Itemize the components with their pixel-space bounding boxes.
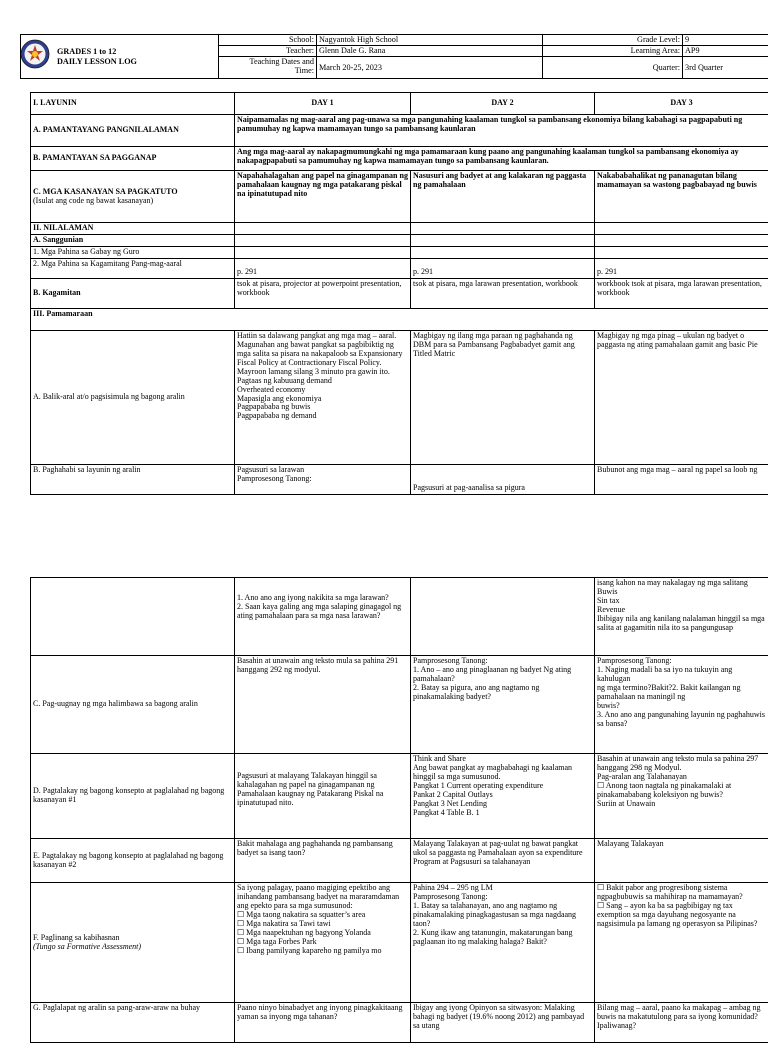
- paglinang-label: [31, 883, 235, 1003]
- pagtalakay-1-day2-line: Pangkat 4 Table B. 1: [413, 809, 592, 818]
- pagtalakay-1-day3-line: ☐ Anong taon nagtala ng pinakamalaki at pinakamababang koleksiyon ng buwis?: [597, 782, 766, 800]
- paghahabi-cont-day1: [235, 578, 411, 656]
- paghahabi-cont-label: [31, 578, 235, 656]
- gabay-guro-day3: [595, 246, 768, 258]
- paglinang-day3: [595, 883, 768, 1003]
- dll-title: [21, 35, 219, 79]
- paglinang-day2-line: Pahina 294 – 295 ng LM: [413, 884, 592, 893]
- day1-header: DAY 1: [235, 93, 411, 115]
- salita-line: Buwis: [597, 588, 766, 597]
- nilalaman-day2: [411, 223, 595, 235]
- paglalapat-day1: Paano ninyo binabadyet ang inyong pinagkakitaang yaman sa inyong mga tahanan?: [235, 1003, 411, 1043]
- balik-aral-day1-line: Pagtaas ng kabuuang demand: [237, 377, 408, 386]
- gabay-guro-day1: [235, 246, 411, 258]
- kagamitang-pahina-day1: p. 291: [235, 258, 411, 278]
- pag-uugnay-day3-line: sa bansa?: [597, 720, 766, 729]
- kagamitang-pahina-day3: p. 291: [595, 258, 768, 278]
- pagtalakay-1-day2: [411, 754, 595, 839]
- salita-line: isang kahon na may nakalagay ng mga salitang: [597, 579, 766, 588]
- kagamitang-pahina-day2: p. 291: [411, 258, 595, 278]
- quarter-value: 3rd Quarter: [683, 57, 768, 79]
- pamantayan-sa-pagganap-text: Ang mga mag-aaral ay nakapagmumungkahi ng mga pamamaraan kung paano ang pangunahing kaalaman tungkol sa pambansang ekonomiya ay nakapagpapabuti sa pamumuhay ng kapwa mamamayan tungo sa pambansang kaunlaran.: [235, 147, 768, 171]
- nilalaman-day1: [235, 223, 411, 235]
- kagamitan-day3: workbook tsok at pisara, mga larawan presentation, workbook: [595, 278, 768, 308]
- day3-header: DAY 3: [595, 93, 768, 115]
- pagtalakay-1-label: D. Pagtalakay ng bagong konsepto at paglalahad ng bagong kasanayan #1: [31, 754, 235, 839]
- pamantayang-pangnilalaman-label: A. PAMANTAYANG PANGNILALAMAN: [31, 115, 235, 147]
- pag-uugnay-day2-line: 1. Ano – ano ang pinaglaanan ng badyet Ng ating pamahalaan?: [413, 666, 592, 684]
- paghahabi-day1-line: Pagsusuri sa larawan: [237, 466, 408, 475]
- pagtalakay-1-day2-line: Ang bawat pangkat ay magbabahagi ng kaalaman hinggil sa mga sumusunod.: [413, 764, 592, 782]
- pag-uugnay-label: C. Pag-uugnay ng mga halimbawa sa bagong aralin: [31, 656, 235, 754]
- dates-label-1: Teaching Dates and: [221, 57, 314, 66]
- pagtalakay-1-day2-line: Pangkat 3 Net Lending: [413, 800, 592, 809]
- pamamaraan-header: III. Pamamaraan: [31, 308, 768, 330]
- balik-aral-day1-line: Magunahan ang bawat pangkat sa pagbibiktig ng mga salita sa pisara na nakapaloob sa Expansionary Fiscal Policy at Contractionary Fiscal Policy.: [237, 341, 408, 368]
- sanggunian-day3: [595, 234, 768, 246]
- paghahabi-question: 2. Saan kaya galing ang mga salaping ginagagol ng ating pamahalaan para sa mga nasa larawan?: [237, 603, 408, 621]
- school-label: School:: [219, 35, 317, 46]
- dates-label: [219, 57, 317, 79]
- pagtalakay-1-day2-line: Pangkat 1 Current operating expenditure: [413, 782, 592, 791]
- area-label: Learning Area:: [543, 46, 683, 57]
- header-table: [20, 34, 768, 79]
- teacher-value: Glenn Dale G. Rana: [317, 46, 543, 57]
- kasanayan-title: C. MGA KASANAYAN SA PAGKATUTO: [33, 188, 232, 197]
- kagamitan-day1: tsok at pisara, projector at powerpoint presentation, workbook: [235, 278, 411, 308]
- paglinang-day3-line: ☐ Bakit pabor ang progresibong sistema ngpagbubuwis sa mahihirap na mamamayan?: [597, 884, 766, 902]
- pagtalakay-2-label: E. Pagtalakay ng bagong konsepto at paglalahad ng bagong kasanayan #2: [31, 839, 235, 883]
- paghahabi-cont-day2: [411, 578, 595, 656]
- paglalapat-label: G. Paglalapat ng aralin sa pang-araw-araw na buhay: [31, 1003, 235, 1043]
- sanggunian-day2: [411, 234, 595, 246]
- paglinang-title: F. Paglinang sa kabihasnan: [33, 934, 232, 943]
- pag-uugnay-day1: Basahin at unawain ang teksto mula sa pahina 291 hanggang 292 ng modyul.: [235, 656, 411, 754]
- nilalaman-day3: [595, 223, 768, 235]
- paglalapat-day3: Bilang mag – aaral, paano ka makapag – ambag ng buwis na makatutulong para sa iyong komunidad? Ipaliwanag?: [595, 1003, 768, 1043]
- sanggunian-label: A. Sanggunian: [31, 234, 235, 246]
- dll-title-line2: DAILY LESSON LOG: [57, 57, 216, 66]
- dates-value: March 20-25, 2023: [317, 57, 543, 79]
- paghahabi-cont-day3: [595, 578, 768, 656]
- day2-header: DAY 2: [411, 93, 595, 115]
- paglinang-day2-line: 2. Kung ikaw ang tatanungin, makatarungan bang paglaanan ito ng malaking halaga? Bakit?: [413, 929, 592, 947]
- pamantayan-sa-pagganap-label: B. PAMANTAYAN SA PAGGANAP: [31, 147, 235, 171]
- paglinang-day2-line: Pamprosesong Tanong:: [413, 893, 592, 902]
- balik-aral-day1-line: Pagpapababa ng buwis: [237, 403, 408, 412]
- kagamitan-label: B. Kagamitan: [31, 278, 235, 308]
- pagtalakay-1-day1: Pagsusuri at malayang Talakayan hinggil sa kahalagahan ng papel na ginagampanan ng Pamahalaan kaugnay ng Patakarang Piskal na ipinatutupad nito.: [235, 754, 411, 839]
- paglinang-day3-line: ☐ Sang – ayon ka ba sa pagbibigay ng tax exemption sa mga dayuhang negosyante na nagsisimula pa lamang ng operasyon sa Pilipinas?: [597, 902, 766, 929]
- paglinang-day2: [411, 883, 595, 1003]
- pagtalakay-1-day3-line: Basahin at unawain ang teksto mula sa pahina 297: [597, 755, 766, 764]
- paglinang-day1-line: ☐ Mga taong nakatira sa squatter’s area: [237, 911, 408, 920]
- paglinang-day1-line: ☐ Mga taga Forbes Park: [237, 938, 408, 947]
- pagtalakay-1-day3-line: Suriin at Unawain: [597, 800, 766, 809]
- nilalaman-header: II. NILALAMAN: [31, 223, 235, 235]
- pag-uugnay-day3-line: ng mga termino?Bakit?2. Bakit kailangan ng pamahalaan na maningil ng: [597, 684, 766, 702]
- balik-aral-day1-line: Pagpapababa ng demand: [237, 412, 408, 421]
- gabay-guro-day2: [411, 246, 595, 258]
- pagtalakay-1-day3: [595, 754, 768, 839]
- pagtalakay-2-day3: Malayang Talakayan: [595, 839, 768, 883]
- sanggunian-day1: [235, 234, 411, 246]
- salita-line: Sin tax: [597, 597, 766, 606]
- kasanayan-label: [31, 171, 235, 223]
- pagtalakay-1-day2-line: Think and Share: [413, 755, 592, 764]
- balik-aral-day1-line: Mapasigla ang ekonomiya: [237, 395, 408, 404]
- layunin-header: I. LAYUNIN: [31, 93, 235, 115]
- kasanayan-day3: Nakababahalikat ng pananagutan bilang mamamayan sa wastong pagbabayad ng buwis: [595, 171, 768, 223]
- kagamitan-day2: tsok at pisara, mga larawan presentation, workbook: [411, 278, 595, 308]
- paghahabi-day1-line: Pamprosesong Tanong:: [237, 475, 408, 484]
- school-value: Nagyantok High School: [317, 35, 543, 46]
- pag-uugnay-day3-line: 1. Naging madali ba sa iyo na tukuyin ang kahulugan: [597, 666, 766, 684]
- kasanayan-day1: Napahahalagahan ang papel na ginagampanan ng pamahalaan kaugnay ng mga patakarang piskal na ipinatutupad nito: [235, 171, 411, 223]
- pag-uugnay-day3: [595, 656, 768, 754]
- kasanayan-day2: Nasusuri ang badyet at ang kalakaran ng paggasta ng pamahalaan: [411, 171, 595, 223]
- pagtalakay-1-day2-line: Pankat 2 Capital Outlays: [413, 791, 592, 800]
- paghahabi-day1: [235, 464, 411, 494]
- balik-aral-day3: Magbigay ng mga pinag – ukulan ng badyet o paggasta ng ating pamahalaan gamit ang basic Pie: [595, 330, 768, 464]
- balik-aral-day1: [235, 330, 411, 464]
- grade-label: Grade Level:: [543, 35, 683, 46]
- pag-uugnay-day2-line: Pamprosesong Tanong:: [413, 657, 592, 666]
- pag-uugnay-day2-line: 2. Batay sa pigura, ano ang nagtamo ng pinakamalaking badyet?: [413, 684, 592, 702]
- paglinang-day1: [235, 883, 411, 1003]
- paglinang-day2-line: 1. Batay sa talahanayan, ano ang nagtamo ng pinakamalaking pinagkagastusan sa mga nagdaang taon?: [413, 902, 592, 929]
- paghahabi-question: 1. Ano ano ang iyong nakikita sa mga larawan?: [237, 594, 408, 603]
- balik-aral-label: A. Balik-aral at/o pagsisimula ng bagong aralin: [31, 330, 235, 464]
- paglinang-day1-line: ☐ Mga naapektuhan ng bagyong Yolanda: [237, 929, 408, 938]
- paglalapat-day2: Ibigay ang iyong Opinyon sa sitwasyon: Malaking bahagi ng badyet (19.6% noong 2012) ang pambayad sa utang: [411, 1003, 595, 1043]
- pag-uugnay-day3-line: Pamprosesong Tanong:: [597, 657, 766, 666]
- gabay-guro-label: 1. Mga Pahina sa Gabay ng Guro: [31, 246, 235, 258]
- quarter-label: Quarter:: [543, 57, 683, 79]
- balik-aral-day2: Magbigay ng ilang mga paraan ng paghahanda ng DBM para sa Pambansang Pagbabadyet gamit ang Titled Matric: [411, 330, 595, 464]
- salita-line: Revenue: [597, 606, 766, 615]
- paglinang-day1-line: ☐ Mga nakatira sa Tawi tawi: [237, 920, 408, 929]
- pamantayang-pangnilalaman-text: Naipamamalas ng mag-aaral ang pag-unawa sa mga pangunahing kaalaman tungkol sa pambansang ekonomiya bilang kabahagi sa pagpapabuti ng pamumuhay ng kapwa mamamayan tungo sa pambansang kaunlaran: [235, 115, 768, 147]
- balik-aral-day1-line: Mayroon lamang silang 3 minuto pra gawin ito.: [237, 368, 408, 377]
- paglinang-day1-line: ☐ Ibang pamilyang kapareho ng pamilya mo: [237, 947, 408, 956]
- grade-value: 9: [683, 35, 768, 46]
- paghahabi-label: B. Paghahabi sa layunin ng aralin: [31, 464, 235, 494]
- paghahabi-day3: Bubunot ang mga mag – aaral ng papel sa loob ng: [595, 464, 768, 494]
- area-value: AP9: [683, 46, 768, 57]
- pagtalakay-2-day1: Bakit mahalaga ang paghahanda ng pambansang badyet sa isang taon?: [235, 839, 411, 883]
- dates-label-2: Time:: [221, 66, 314, 75]
- balik-aral-day1-line: Overheated economy: [237, 386, 408, 395]
- kasanayan-sub: (Isulat ang code ng bawat kasanayan): [33, 197, 232, 206]
- dll-title-line1: GRADES 1 to 12: [57, 47, 216, 56]
- teacher-label: Teacher:: [219, 46, 317, 57]
- balik-aral-day1-line: Hatiin sa dalawang pangkat ang mga mag – aaral.: [237, 332, 408, 341]
- kagamitang-pahina-label: 2. Mga Pahina sa Kagamitang Pang-mag-aaral: [31, 258, 235, 278]
- pagtalakay-2-day2: Malayang Talakayan at pag-uulat ng bawat pangkat ukol sa paggasta ng Pamahalaan ayon sa expenditure Program at Pagsusuri sa talahanayan: [411, 839, 595, 883]
- pag-uugnay-day3-line: 3. Ano ano ang pangunahing layunin ng paghahuwis: [597, 711, 766, 720]
- paglinang-sub: (Tungo sa Formative Assessment): [33, 943, 232, 952]
- salita-line: Ibibigay nila ang kanilang nalalaman hinggil sa mga salita at gagamitin nila ito sa pangungusap: [597, 615, 766, 633]
- pag-uugnay-day3-line: buwis?: [597, 702, 766, 711]
- lesson-table-page2: [30, 577, 768, 1043]
- pagtalakay-1-day3-line: hanggang 298 ng Modyul.: [597, 764, 766, 773]
- paghahabi-day2: Pagsusuri at pag-aanalisa sa pigura: [411, 464, 595, 494]
- pagtalakay-1-day3-line: Pag-aralan ang Talahanayan: [597, 773, 766, 782]
- lesson-table-page1: [30, 92, 768, 495]
- pag-uugnay-day2: [411, 656, 595, 754]
- paglinang-day1-line: Sa iyong palagay, paano magiging epektibo ang inihandang pambansang badyet na mararamdaman ang epekto para sa mga sumusunod:: [237, 884, 408, 911]
